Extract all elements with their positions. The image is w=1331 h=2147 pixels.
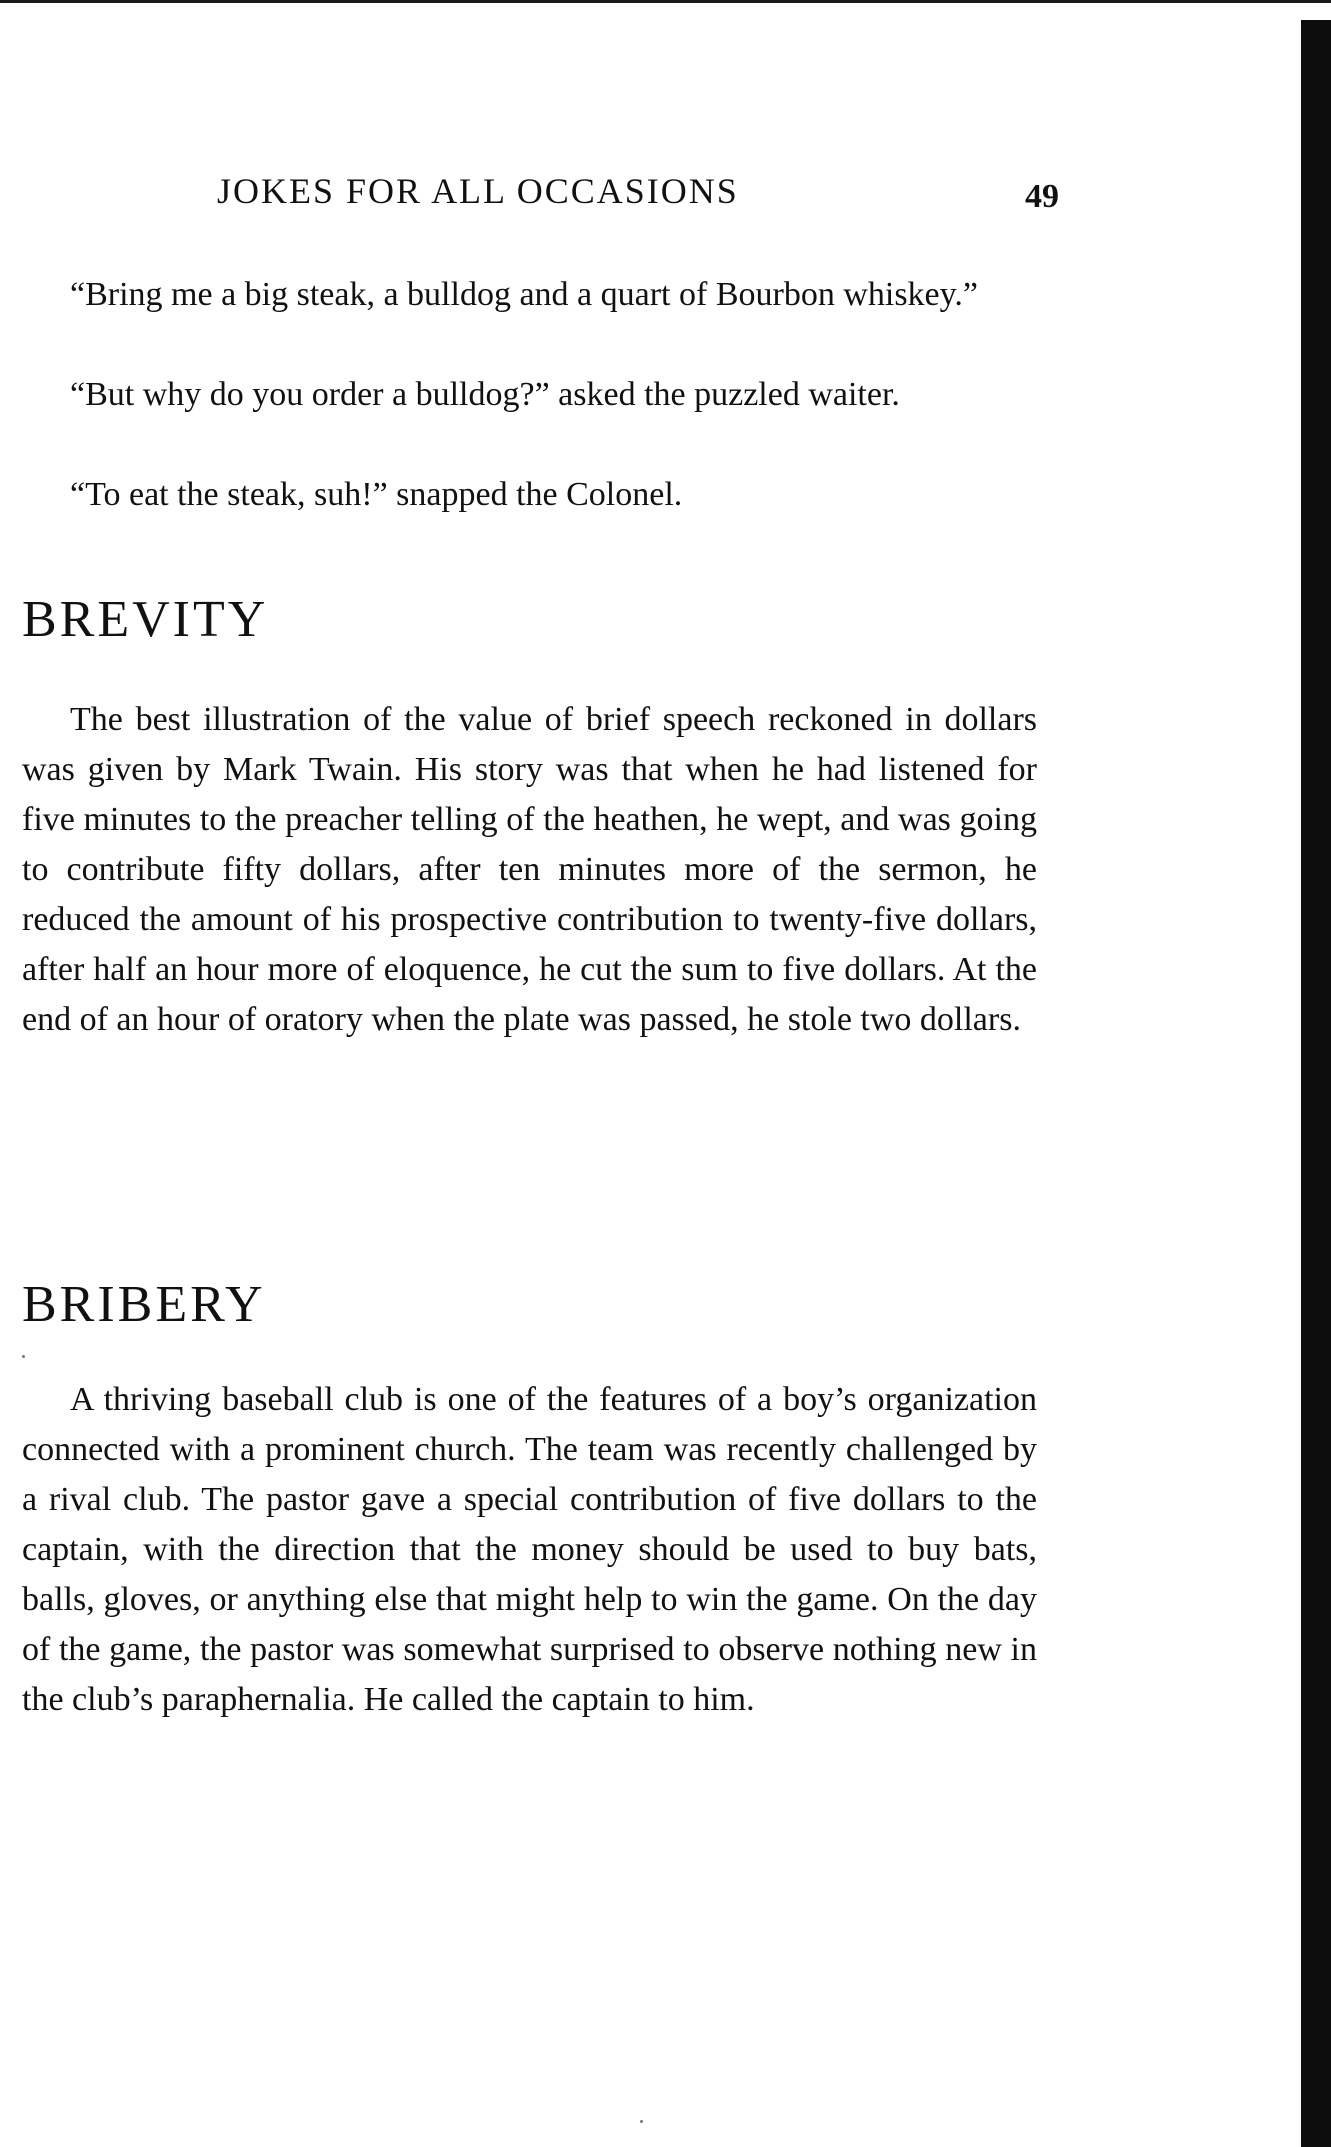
section-body-bribery: A thriving baseball club is one of the features of a boy’s organization connected with a prominent church. The team was recently challenged by a rival club. The pastor gave a special contribution of five dollars to the captain, with the direction that the money should be used to buy bats, balls, gloves, or anything else that might help to win the game. On the day of the game, the pastor was somewhat surprised to observe nothing new in the club’s paraphernalia. He called the captain to him. (22, 1381, 1037, 1718)
running-head (22, 170, 1059, 220)
section-heading-brevity: BREVITY (22, 591, 269, 648)
page-number: 49 (1025, 178, 1059, 215)
running-title: JOKES FOR ALL OCCASIONS (217, 171, 739, 211)
scan-binding-shadow (1301, 20, 1331, 2147)
section-heading-bribery: BRIBERY (22, 1276, 266, 1333)
dialogue-paragraph-3: “To eat the steak, suh!” snapped the Colonel. (70, 476, 683, 513)
scan-speck (640, 2120, 643, 2123)
dialogue-paragraph-1: “Bring me a big steak, a bulldog and a quart of Bourbon whiskey.” (70, 276, 979, 313)
page-top-edge (0, 0, 1331, 3)
scan-speck (22, 1355, 25, 1358)
section-body-brevity: The best illustration of the value of brief speech reckoned in dollars was given by Mark Twain. His story was that when he had listened for five minutes to the preacher telling of the heathen, he wept, and was going to contribute fifty dollars, after ten minutes more of the sermon, he reduced the amount of his prospective contribution to twenty-five dollars, after half an hour more of eloquence, he cut the sum to five dollars. At the end of an hour of oratory when the plate was passed, he stole two dollars. (22, 701, 1037, 1038)
dialogue-paragraph-2: “But why do you order a bulldog?” asked the puzzled waiter. (70, 376, 900, 413)
